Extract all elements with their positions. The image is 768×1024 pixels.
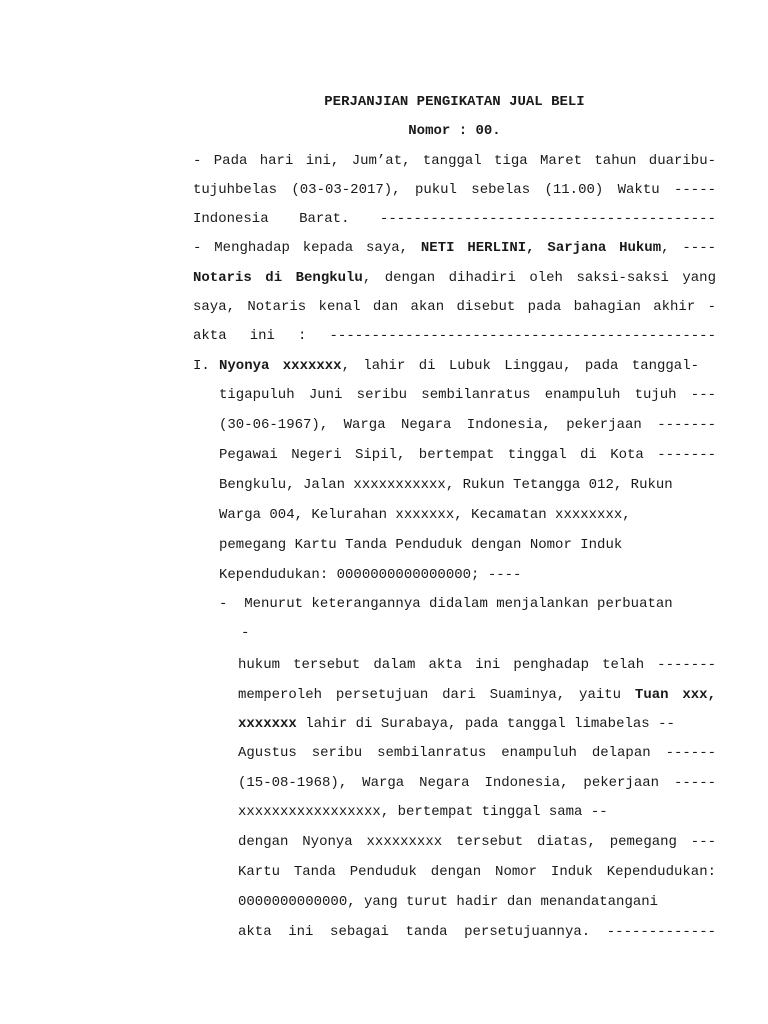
sub-item-line: dengan Nyonya xxxxxxxxx tersebut diatas, pemegang --- <box>238 834 716 850</box>
para2-line: saya, Notaris kenal dan akan disebut pada bahagian akhir - <box>193 299 716 315</box>
sub-item-line <box>238 714 716 734</box>
item1-line: Kependudukan: 0000000000000000; ---- <box>219 567 522 583</box>
text-run: memperoleh persetujuan dari Suaminya, yaitu <box>238 687 635 703</box>
sub-item-line: 0000000000000, yang turut hadir dan menandatangani <box>238 894 659 910</box>
item1-line <box>219 356 699 376</box>
text-run: , lahir di Lubuk Linggau, pada tanggal- <box>341 358 700 374</box>
item1-line: (30-06-1967), Warga Negara Indonesia, pekerjaan ------- <box>219 417 716 433</box>
sub-item-line: hukum tersebut dalam akta ini penghadap telah ------- <box>238 657 716 673</box>
notary-name: NETI HERLINI, Sarjana Hukum <box>420 240 662 256</box>
party-name: Nyonya xxxxxxx <box>219 358 342 374</box>
sub-item-line: akta ini sebagai tanda persetujuannya. ------------- <box>238 924 716 940</box>
text-run: , dengan dihadiri oleh saksi-saksi yang <box>362 270 716 286</box>
sub-item-line: xxxxxxxxxxxxxxxxx, bertempat tinggal sama -- <box>238 804 608 820</box>
item1-line: tigapuluh Juni seribu sembilanratus enampuluh tujuh --- <box>219 387 716 403</box>
text-run: , ---- <box>661 240 716 256</box>
document-title: PERJANJIAN PENGIKATAN JUAL BELI <box>324 94 585 110</box>
sub-item-line: (15-08-1968), Warga Negara Indonesia, pekerjaan ----- <box>238 775 716 791</box>
para2-line <box>193 238 716 258</box>
item1-line: Pegawai Negeri Sipil, bertempat tinggal di Kota ------- <box>219 447 716 463</box>
notary-location: Notaris di Bengkulu <box>193 270 363 286</box>
sub-item-line: - <box>241 625 250 641</box>
sub-item-line: - Menurut keterangannya didalam menjalankan perbuatan <box>219 596 673 612</box>
item-marker: I. <box>193 358 210 374</box>
sub-item-line: Kartu Tanda Penduduk dengan Nomor Induk Kependudukan: <box>238 864 716 880</box>
sub-item-line: Agustus seribu sembilanratus enampuluh delapan ------ <box>238 745 716 761</box>
item1-line: pemegang Kartu Tanda Penduduk dengan Nomor Induk <box>219 537 623 553</box>
text-run: - Menghadap kepada saya, <box>193 240 421 256</box>
para1-line: Indonesia Barat. ---------------------------------------- <box>193 211 716 227</box>
para1-line: - Pada hari ini, Jum’at, tanggal tiga Maret tahun duaribu- <box>193 153 716 169</box>
text-run: lahir di Surabaya, pada tanggal limabelas -- <box>296 716 675 732</box>
para2-line <box>193 268 716 288</box>
document-number: Nomor : 00. <box>408 123 501 139</box>
sub-item-line <box>238 685 716 705</box>
para2-line: akta ini : ---------------------------------------------- <box>193 328 716 344</box>
husband-name: xxxxxxx <box>238 716 297 732</box>
para1-line: tujuhbelas (03-03-2017), pukul sebelas (11.00) Waktu ----- <box>193 182 716 198</box>
husband-name: Tuan xxx, <box>634 687 716 703</box>
item1-line: Warga 004, Kelurahan xxxxxxx, Kecamatan xxxxxxxx, <box>219 507 631 523</box>
item1-line: Bengkulu, Jalan xxxxxxxxxxx, Rukun Tetangga 012, Rukun <box>219 477 673 493</box>
